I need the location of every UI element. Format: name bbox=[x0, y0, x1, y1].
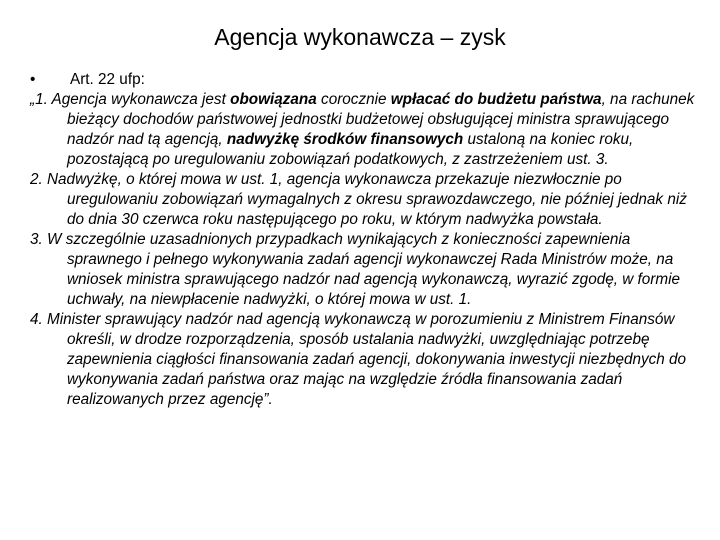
slide-content bbox=[30, 70, 698, 410]
text-segment: , na rachunek bieżący dochodów państwowej jednostki budżetowej obsługującej ministra sprawującego nadzór nad tą agencją, bbox=[67, 91, 695, 148]
paragraph-2 bbox=[30, 170, 698, 230]
bullet-label: Art. 22 ufp: bbox=[70, 71, 145, 88]
bullet-icon: • bbox=[30, 71, 36, 88]
text-segment-bold: obowiązana bbox=[230, 91, 317, 108]
text-segment: ustaloną na koniec roku, pozostającą po uregulowaniu zobowiązań podatkowych, z zastrzeżeniem ust. 3. bbox=[67, 131, 634, 168]
text-segment: „1. Agencja wykonawcza jest bbox=[30, 91, 231, 108]
slide-title: Agencja wykonawcza – zysk bbox=[214, 24, 506, 50]
paragraph-1 bbox=[30, 90, 698, 170]
text-segment-bold: nadwyżkę środków finansowych bbox=[226, 131, 464, 148]
text-segment-bold: wpłacać do budżetu państwa bbox=[390, 91, 602, 108]
text-segment: 3. W szczególnie uzasadnionych przypadkach wynikających z konieczności zapewnienia sprawnego i pełnego wykonywania zadań agencji wykonawczej Rada Ministrów może, na wniosek ministra sprawującego nadzór nad agencją wykonawczą, wyrazić zgodę, w formie uchwały, na niewpłacenie nadwyżki, o której mowa w ust. 1. bbox=[30, 231, 681, 308]
paragraph-3 bbox=[30, 230, 698, 310]
bullet-item bbox=[30, 70, 698, 90]
text-segment: 2. Nadwyżkę, o której mowa w ust. 1, agencja wykonawcza przekazuje niezwłocznie po uregulowaniu zobowiązań wymagalnych z okresu sprawozdawczego, nie później jednak niż do dnia 30 czerwca roku następującego po roku, w którym nadwyżka powstała. bbox=[30, 171, 687, 228]
text-segment: 4. Minister sprawujący nadzór nad agencją wykonawczą w porozumieniu z Ministrem Finansów określi, w drodze rozporządzenia, sposób ustalania nadwyżki, uwzględniając potrzebę zapewnienia ciągłości finansowania zadań agencji, dokonywania inwestycji niezbędnych do wykonywania zadań państwa oraz mając na względzie źródła finansowania zadań realizowanych przez agencję”. bbox=[30, 311, 687, 408]
text-segment: corocznie bbox=[316, 91, 391, 108]
paragraph-4 bbox=[30, 310, 698, 410]
